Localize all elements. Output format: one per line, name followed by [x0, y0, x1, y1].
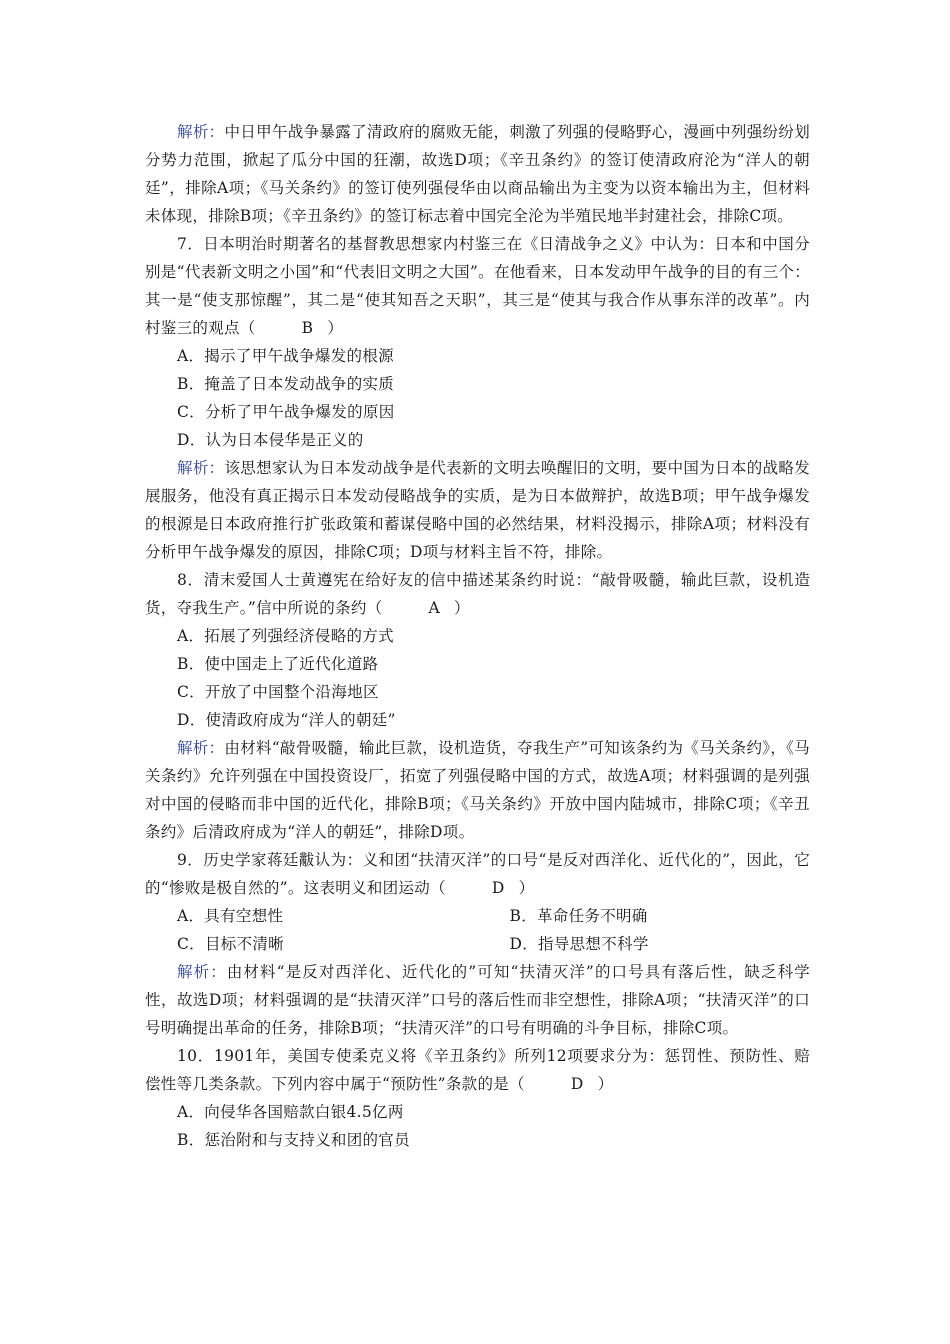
answer-option: D．认为日本侵华是正义的: [177, 431, 364, 449]
question-text: 8．清末爱国人士黄遵宪在给好友的信中描述某条约时说：“敲骨吸髓，输此巨款，设机造货，夺我生产。”信中所说的条约（: [145, 571, 810, 617]
analysis-text: 由材料“敲骨吸髓，输此巨款，设机造货，夺我生产”可知该条约为《马关条约》，《马关条约》允许列强在中国投资设厂，拓宽了列强侵略中国的方式，故选A项；材料强调的是列强对中国的侵略而非中国的近代化，排除B项；《马关条约》开放中国内陆城市，排除C项；《辛丑条约》后清政府成为“洋人的朝廷”，排除D项。: [145, 739, 810, 841]
analysis-paragraph: [145, 454, 810, 566]
analysis-label: 解析：: [177, 123, 225, 141]
question-tail: ）: [453, 599, 470, 617]
analysis-text: 由材料“是反对西洋化、近代化的”可知“扶清灭洋”的口号具有落后性，缺乏科学性，故选D项；材料强调的是“扶清灭洋”口号的落后性而非空想性，排除A项；“扶清灭洋”的口号明确提出革命的任务，排除B项；“扶清灭洋”的口号有明确的斗争目标，排除C项。: [145, 963, 810, 1037]
answer-option-row: [145, 902, 810, 930]
answer-option: D．使清政府成为“洋人的朝廷”: [177, 711, 396, 729]
answer-option: B．使中国走上了近代化道路: [177, 655, 379, 673]
answer-letter: D: [570, 1075, 584, 1093]
analysis-label: 解析：: [177, 459, 225, 477]
answer-option: A．向侵华各国赔款白银4.5亿两: [177, 1103, 404, 1121]
analysis-paragraph: [145, 958, 810, 1042]
answer-option: C．开放了中国整个沿海地区: [177, 683, 379, 701]
question-tail: ）: [518, 879, 535, 897]
answer-option: A．揭示了甲午战争爆发的根源: [177, 347, 394, 365]
question-stem: [145, 230, 810, 342]
answer-option: A．具有空想性: [177, 907, 284, 925]
answer-letter: A: [428, 599, 440, 617]
question-stem: [145, 566, 810, 622]
question-text: 7．日本明治时期著名的基督教思想家内村鉴三在《日清战争之义》中认为：日本和中国分别是“代表新文明之小国”和“代表旧文明之大国”。在他看来，日本发动甲午战争的目的有三个：其一是“使支那惊醒”，其二是“使其知吾之天职”，其三是“使其与我合作从事东洋的改革”。内村鉴三的观点（: [145, 235, 810, 337]
answer-option: C．分析了甲午战争爆发的原因: [177, 403, 395, 421]
answer-option: D．指导思想不科学: [509, 935, 649, 953]
analysis-paragraph: [145, 118, 810, 230]
question-text: 9．历史学家蒋廷黻认为：义和团“扶清灭洋”的口号“是反对西洋化、近代化的”，因此，它的“惨败是极自然的”。这表明义和团运动（: [145, 851, 810, 897]
answer-option-row: [145, 930, 810, 958]
analysis-label: 解析：: [177, 963, 227, 981]
answer-option: C．目标不清晰: [177, 935, 284, 953]
analysis-label: 解析：: [177, 739, 225, 757]
answer-option: A．拓展了列强经济侵略的方式: [177, 627, 394, 645]
analysis-text: 该思想家认为日本发动战争是代表新的文明去唤醒旧的文明，要中国为日本的战略发展服务，他没有真正揭示日本发动侵略战争的实质，是为日本做辩护，故选B项；甲午战争爆发的根源是日本政府推行扩张政策和蓄谋侵略中国的必然结果，材料没揭示，排除A项；材料没有分析甲午战争爆发的原因，排除C项；D项与材料主旨不符，排除。: [145, 459, 810, 561]
answer-option: B．惩治附和与支持义和团的官员: [177, 1131, 410, 1149]
analysis-paragraph: [145, 734, 810, 846]
answer-option: B．掩盖了日本发动战争的实质: [177, 375, 395, 393]
question-tail: ）: [597, 1075, 614, 1093]
question-stem: [145, 846, 810, 902]
document-body: [145, 118, 810, 1154]
analysis-text: 中日甲午战争暴露了清政府的腐败无能，刺激了列强的侵略野心，漫画中列强纷纷划分势力范围，掀起了瓜分中国的狂潮，故选D项；《辛丑条约》的签订使清政府沦为“洋人的朝廷”，排除A项；《马关条约》的签订使列强侵华由以商品输出为主变为以资本输出为主，但材料未体现，排除B项；《辛丑条约》的签订标志着中国完全沦为半殖民地半封建社会，排除C项。: [145, 123, 810, 225]
question-tail: ）: [327, 319, 344, 337]
question-text: 10．1901年，美国专使柔克义将《辛丑条约》所列12项要求分为：惩罚性、预防性、赔偿性等几类条款。下列内容中属于“预防性”条款的是（: [145, 1047, 810, 1093]
answer-letter: D: [491, 879, 505, 897]
answer-letter: B: [301, 319, 314, 337]
answer-option: B．革命任务不明确: [509, 907, 648, 925]
question-stem: [145, 1042, 810, 1098]
